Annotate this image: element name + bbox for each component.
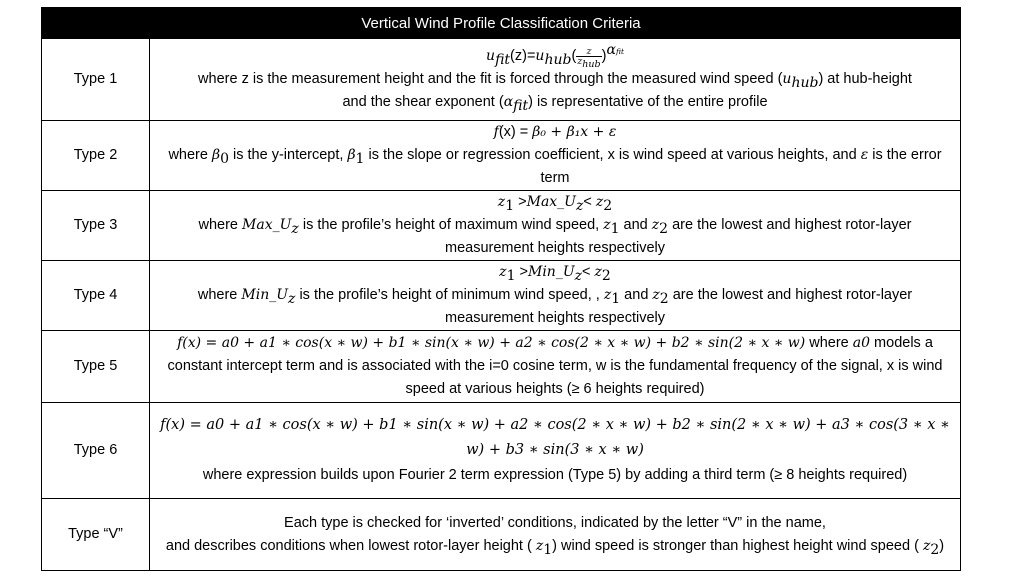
table-header-row xyxy=(42,8,961,39)
formula: $u_{fit}(z)=u_{hub}$( $\frac{z}{z_{hub}}$ )$^{\alpha fit}$ xyxy=(486,42,624,70)
description-line: where z is the measurement height and the fit is forced through the measured wind speed $(u_{hub})$ at hub-height xyxy=(198,71,912,91)
description-line: and the shear exponent $(\alpha_{fit})$ is representative of the entire profile xyxy=(342,94,768,114)
formula: f(x) = a0 + a1 ∗ cos(x ∗ w) + b1 ∗ sin(x ∗ w) + a2 ∗ cos(2 ∗ x ∗ w) + b2 ∗ sin(2 ∗ x ∗ w) xyxy=(177,335,806,351)
table-row xyxy=(42,261,961,331)
description: where expression builds upon Fourier 2 term expression (Type 5) by adding a third term (≥ 8 heights required) xyxy=(202,467,908,483)
table-row xyxy=(42,403,961,499)
type-label: Type 4 xyxy=(42,261,150,331)
type-criteria xyxy=(150,39,961,121)
type-label: Type 3 xyxy=(42,191,150,261)
formula: f(x) = β₀ + β₁x + ε xyxy=(493,124,617,140)
table-title: Vertical Wind Profile Classification Criteria xyxy=(42,8,961,39)
description-line: Each type is checked for ‘inverted’ conditions, indicated by the letter “V” in the name, xyxy=(284,514,826,531)
table-row xyxy=(42,121,961,191)
type-criteria xyxy=(150,261,961,331)
type-criteria xyxy=(150,499,961,571)
table-row xyxy=(42,331,961,403)
description: where $\beta_0$ is the y-intercept, $\beta_1$ is the slope or regression coefficient, x is wind speed at various heights, and ε is the error term xyxy=(168,147,942,186)
type-label: Type 1 xyxy=(42,39,150,121)
type-label: Type “V” xyxy=(42,499,150,571)
type-label: Type 6 xyxy=(42,403,150,499)
type-criteria xyxy=(150,121,961,191)
table-row xyxy=(42,499,961,571)
type-criteria: f(x) = a0 + a1 ∗ cos(x ∗ w) + b1 ∗ sin(x ∗ w) + a2 ∗ cos(2 ∗ x ∗ w) + b2 ∗ sin(2 ∗ x ∗ w) where a0 models a constant intercept term and is associated with the i=0 cosine term, w is the fundamental frequency of the signal, x is wind speed at various heights (≥ 6 heights required) xyxy=(150,331,961,403)
condition: $z_1$ $>Max\_U_z< z_2$ xyxy=(497,194,613,214)
type-label: Type 5 xyxy=(42,331,150,403)
type-criteria xyxy=(150,191,961,261)
type-criteria xyxy=(150,403,961,499)
classification-table xyxy=(41,7,961,571)
type-label: Type 2 xyxy=(42,121,150,191)
formula: f(x) = a0 + a1 ∗ cos(x ∗ w) + b1 ∗ sin(x ∗ w) + a2 ∗ cos(2 ∗ x ∗ w) + b2 ∗ sin(2 ∗ x ∗ w) + a3 ∗ cos(3 ∗ x ∗ w) + b3 ∗ sin(3 ∗ x ∗ w) xyxy=(160,417,950,458)
condition: $z_1$ $>Min\_U_z< z_2$ xyxy=(499,264,611,284)
table-row xyxy=(42,39,961,121)
description-line: and describes conditions when lowest rotor-layer height ( $z_1$) wind speed is stronger than highest height wind speed ( $z_2$) xyxy=(165,537,945,558)
description: where $Max\_U_z$ is the profile’s height of maximum wind speed, $z_1$ and $z_2$ are the lowest and highest rotor-layer measurement heights respectively xyxy=(198,217,912,256)
table-row xyxy=(42,191,961,261)
description: where $Min\_U_z$ is the profile’s height of minimum wind speed, , $z_1$ and $z_2$ are the lowest and highest rotor-layer measurement heights respectively xyxy=(197,287,913,326)
